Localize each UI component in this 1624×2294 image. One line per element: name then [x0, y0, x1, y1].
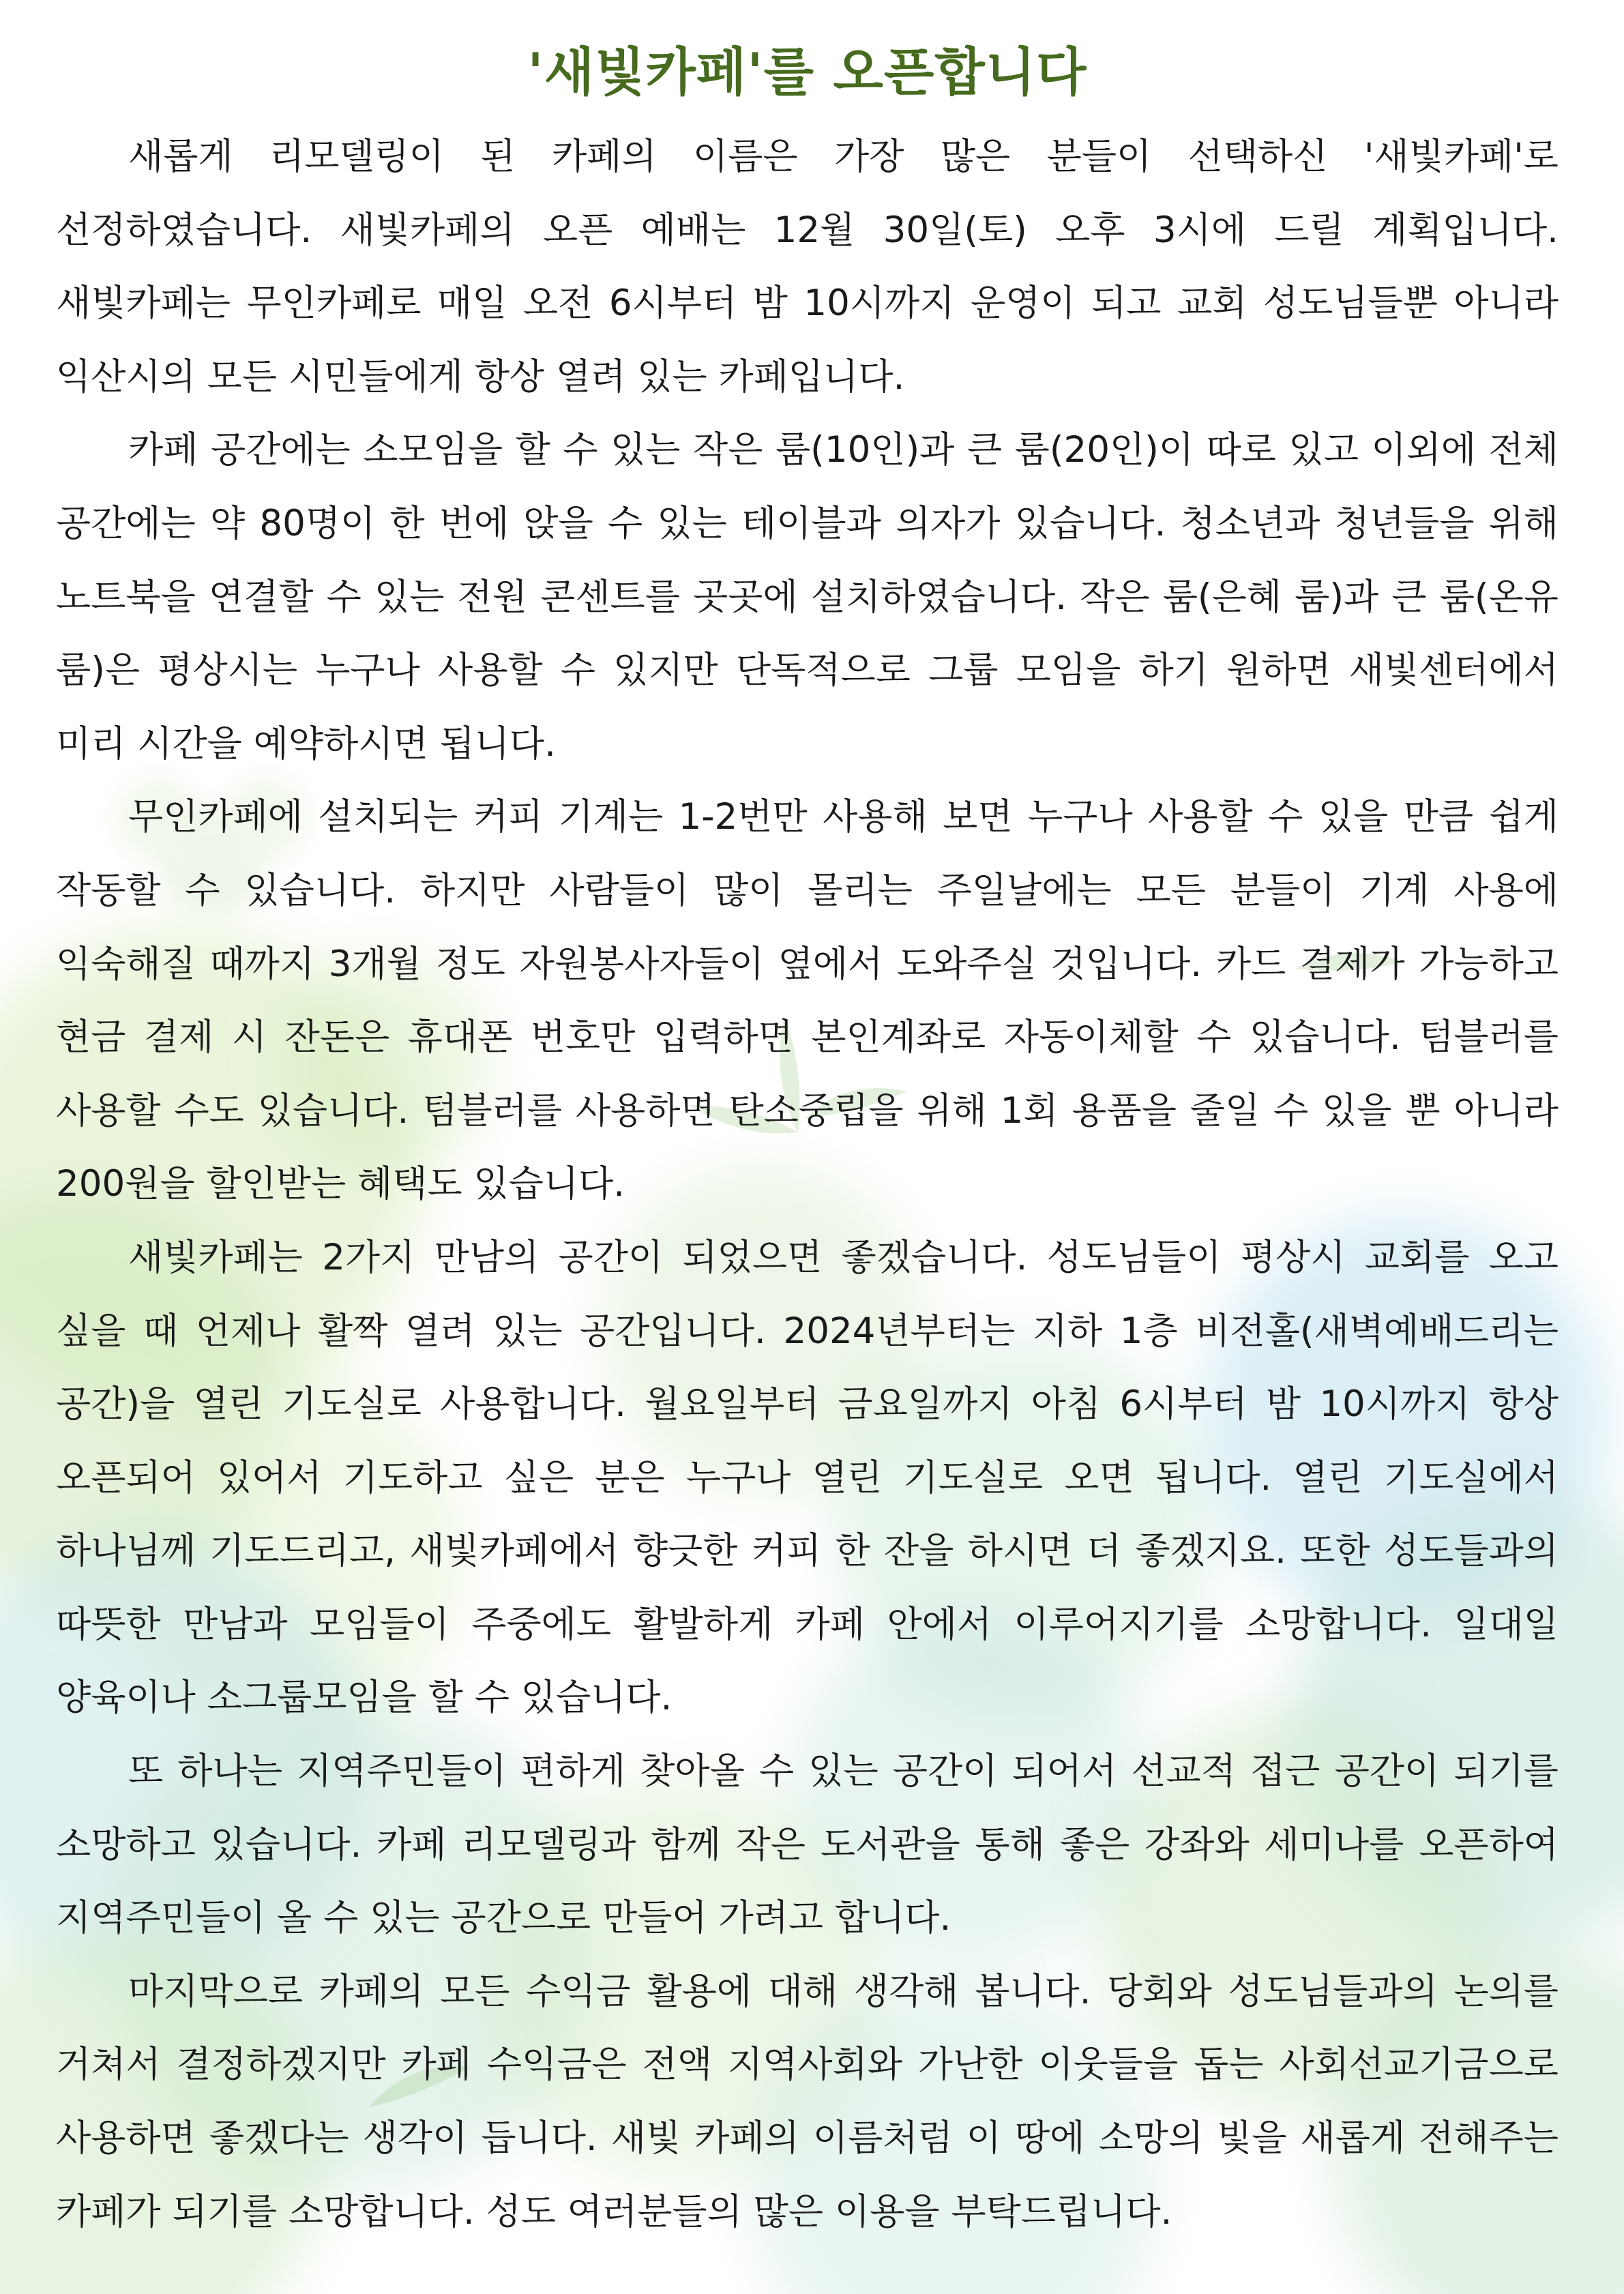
paragraph-3: 무인카페에 설치되는 커피 기계는 1-2번만 사용해 보면 누구나 사용할 수 있을 만큼 쉽게 작동할 수 있습니다. 하지만 사람들이 많이 몰리는 주일날에는 모든 분들이 기계 사용에 익숙해질 때까지 3개월 정도 자원봉사자들이 옆에서 도와주실 것입니다. 카드 결제가 가능하고 현금 결제 시 잔돈은 휴대폰 번호만 입력하면 본인계좌로 자동이체할 수 있습니다. 텀블러를 사용할 수도 있습니다. 텀블러를 사용하면 탄소중립을 위해 1회 용품을 줄일 수 있을 뿐 아니라 200원을 할인받는 혜택도 있습니다.	[56, 796, 1559, 1205]
paragraph-2: 카페 공간에는 소모임을 할 수 있는 작은 룸(10인)과 큰 룸(20인)이 따로 있고 이외에 전체 공간에는 약 80명이 한 번에 앉을 수 있는 테이블과 의자가 있습니다. 청소년과 청년들을 위해 노트북을 연결할 수 있는 전원 콘센트를 곳곳에 설치하였습니다. 작은 룸(은혜 룸)과 큰 룸(온유 룸)은 평상시는 누구나 사용할 수 있지만 단독적으로 그룹 모임을 하기 원하면 새빛센터에서 미리 시간을 예약하시면 됩니다.	[56, 429, 1559, 765]
paragraph-1: 새롭게 리모델링이 된 카페의 이름은 가장 많은 분들이 선택하신 '새빛카페'로 선정하였습니다. 새빛카페의 오픈 예배는 12월 30일(토) 오후 3시에 드릴 계획입니다. 새빛카페는 무인카페로 매일 오전 6시부터 밤 10시까지 운영이 되고 교회 성도님들뿐 아니라 익산시의 모든 시민들에게 항상 열려 있는 카페입니다.	[56, 136, 1559, 398]
paragraph-5: 또 하나는 지역주민들이 편하게 찾아올 수 있는 공간이 되어서 선교적 접근 공간이 되기를 소망하고 있습니다. 카페 리모델링과 함께 작은 도서관을 통해 좋은 강좌와 세미나를 오픈하여 지역주민들이 올 수 있는 공간으로 만들어 가려고 합니다.	[56, 1750, 1559, 1939]
document-title: '새빛카페'를 오픈합니다	[527, 42, 1087, 102]
paragraph-4: 새빛카페는 2가지 만남의 공간이 되었으면 좋겠습니다. 성도님들이 평상시 교회를 오고 싶을 때 언제나 활짝 열려 있는 공간입니다. 2024년부터는 지하 1층 비전홀(새벽예배드리는 공간)을 열린 기도실로 사용합니다. 월요일부터 금요일까지 아침 6시부터 밤 10시까지 항상 오픈되어 있어서 기도하고 싶은 분은 누구나 열린 기도실로 오면 됩니다. 열린 기도실에서 하나님께 기도드리고, 새빛카페에서 향긋한 커피 한 잔을 하시면 더 좋겠지요. 또한 성도들과의 따뜻한 만남과 모임들이 주중에도 활발하게 카페 안에서 이루어지기를 소망합니다. 일대일 양육이나 소그룹모임을 할 수 있습니다.	[56, 1236, 1559, 1719]
paragraph-6: 마지막으로 카페의 모든 수익금 활용에 대해 생각해 봅니다. 당회와 성도님들과의 논의를 거쳐서 결정하겠지만 카페 수익금은 전액 지역사회와 가난한 이웃들을 돕는 사회선교기금으로 사용하면 좋겠다는 생각이 듭니다. 새빛 카페의 이름처럼 이 땅에 소망의 빛을 새롭게 전해주는 카페가 되기를 소망합니다. 성도 여러분들의 많은 이용을 부탁드립니다.	[56, 1970, 1559, 2233]
